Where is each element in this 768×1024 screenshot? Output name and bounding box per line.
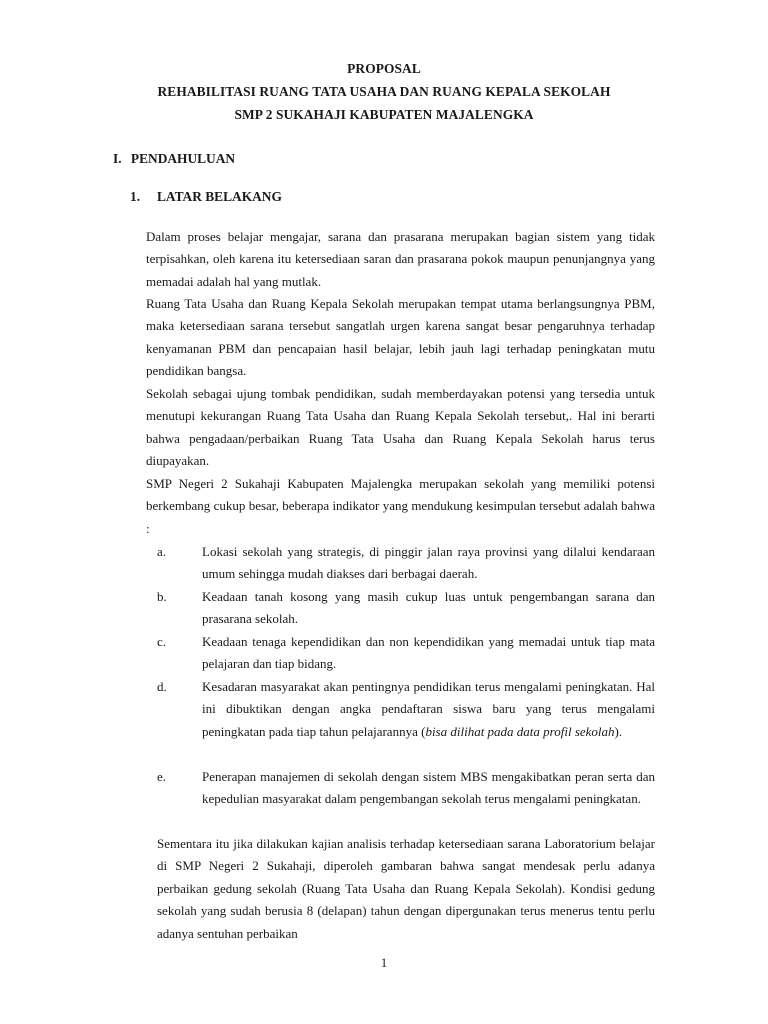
- doc-title-school: SMP 2 SUKAHAJI KABUPATEN MAJALENGKA: [234, 107, 534, 122]
- list-item-letter: e.: [157, 769, 167, 784]
- subsection-title: LATAR BELAKANG: [157, 189, 282, 204]
- list-item-letter: a.: [157, 544, 167, 559]
- section-number: I.: [113, 151, 122, 166]
- list-item-letter: d.: [157, 679, 167, 694]
- paragraph-3: Sekolah sebagai ujung tombak pendidikan, sudah memberdayakan potensi yang tersedia untuk menutupi kekurangan Ruang Tata Usaha dan Ruang Kepala Sekolah tersebut,. Hal ini berarti bahwa pengadaan/perbaikan Ruang Tata Usaha dan Ruang Kepala Sekolah harus terus diupayakan.: [146, 386, 655, 469]
- list-item-letter: c.: [157, 634, 167, 649]
- doc-title-rehabilitasi: REHABILITASI RUANG TATA USAHA DAN RUANG KEPALA SEKOLAH: [157, 84, 611, 99]
- page-number: 1: [380, 955, 388, 970]
- list-item-d-italic: bisa dilihat pada data profil sekolah: [425, 723, 615, 739]
- list-item-text: Keadaan tanah kosong yang masih cukup luas untuk pengembangan sarana dan prasarana sekolah.: [202, 589, 655, 627]
- list-item-text: [202, 676, 655, 743]
- doc-title-proposal: PROPOSAL: [347, 61, 421, 76]
- paragraph-2: Ruang Tata Usaha dan Ruang Kepala Sekolah merupakan tempat utama berlangsungnya PBM, maka ketersediaan sarana tersebut sangatlah urgen karena sangat besar pengaruhnya terhadap kenyamanan PBM dan pencapaian hasil belajar, lebih jauh lagi terhadap peningkatan mutu pendidikan bangsa.: [146, 296, 655, 379]
- closing-paragraph: Sementara itu jika dilakukan kajian analisis terhadap ketersediaan sarana Laboratorium belajar di SMP Negeri 2 Sukahaji, diperoleh gambaran bahwa sangat mendesak perlu adanya perbaikan gedung sekolah (Ruang Tata Usaha dan Ruang Kepala Sekolah). Kondisi gedung sekolah yang sudah berusia 8 (delapan) tahun dengan dipergunakan terus menerus tentu perlu adanya sentuhan perbaikan: [157, 836, 655, 941]
- list-item-text: Lokasi sekolah yang strategis, di pinggir jalan raya provinsi yang dilalui kendaraan umum sehingga mudah diakses dari berbagai daerah.: [202, 544, 655, 582]
- section-heading: [113, 151, 235, 167]
- subsection-heading: [130, 189, 282, 205]
- list-item-text: Keadaan tenaga kependidikan dan non kependidikan yang memadai untuk tiap mata pelajaran dan tiap bidang.: [202, 634, 655, 672]
- list-item-text: Penerapan manajemen di sekolah dengan sistem MBS mengakibatkan peran serta dan kepedulian masyarakat dalam pengembangan sekolah terus mengalami peningkatan.: [202, 769, 655, 807]
- list-item-letter: b.: [157, 589, 167, 604]
- section-title: PENDAHULUAN: [130, 151, 236, 166]
- subsection-number: 1.: [130, 189, 141, 204]
- list-item-d-tail: ).: [614, 723, 623, 739]
- paragraph-4: SMP Negeri 2 Sukahaji Kabupaten Majalengka merupakan sekolah yang memiliki potensi berkembang cukup besar, beberapa indikator yang mendukung kesimpulan tersebut adalah bahwa :: [146, 476, 655, 536]
- list-item-d-text: Kesadaran masyarakat akan pentingnya pendidikan terus mengalami peningkatan. Hal ini dibuktikan dengan angka pendaftaran siswa baru yang terus mengalami peningkatan pada tiap tahun pelajarannya (: [202, 679, 655, 739]
- paragraph-1: Dalam proses belajar mengajar, sarana dan prasarana merupakan bagian sistem yang tidak terpisahkan, oleh karena itu ketersediaan saran dan prasarana pokok maupun penunjangnya yang memadai adalah hal yang mutlak.: [146, 229, 655, 289]
